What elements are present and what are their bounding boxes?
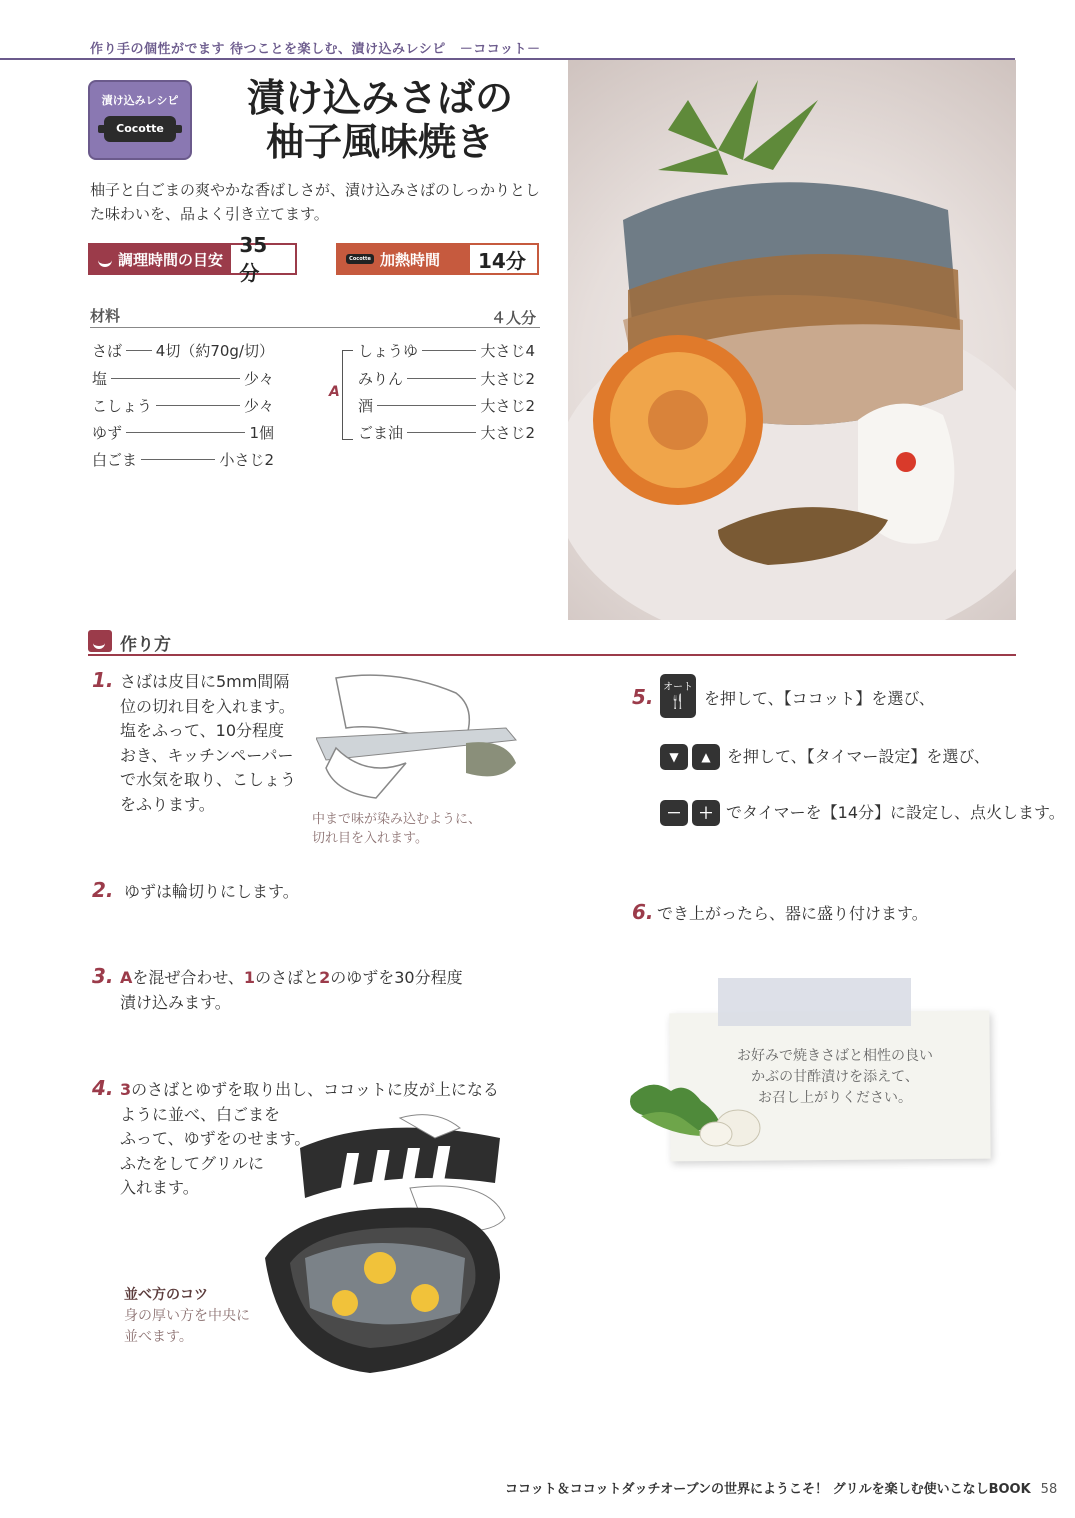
ingredient-row: こしょう 少々 (92, 396, 274, 415)
cook-time-label: Cocotte 加熱時間 (338, 245, 470, 273)
recipe-category-badge (88, 80, 192, 160)
plus-button-icon: ＋ (692, 800, 720, 826)
grilled-mackerel-illustration (568, 60, 1016, 620)
header-tagline: 作り手の個性がでます 待つことを楽しむ、漬け込みレシピ (90, 42, 446, 57)
dish-photo (568, 60, 1016, 620)
step-5-number: 5. (632, 685, 654, 709)
step-1-text: さばは皮目に5mm間隔 位の切れ目を入れます。 塩をふって、10分程度 おき、キッチンペーパー で水気を取り、こしょう をふります。 (120, 672, 297, 814)
step-1-caption: 中まで味が染み込むように、 切れ目を入れます。 (312, 812, 482, 846)
step-1-number: 1. (92, 668, 114, 692)
whisk-icon (98, 252, 112, 267)
whisk-bowl-icon (88, 630, 112, 652)
step-3-number: 3. (92, 964, 114, 988)
ingredient-row: 酒 大さじ2 (358, 396, 535, 415)
serving-note-text: お好みで焼きさばと相性の良い かぶの甘酢漬けを添えて、 お召し上がりください。 (737, 1048, 933, 1106)
tape-decoration (718, 978, 911, 1026)
ingredient-row: さば 4切（約70g/切） (92, 341, 274, 360)
page-footer (505, 1478, 1057, 1497)
step-5-line-2: を押して、【タイマー設定】を選び、 (727, 747, 990, 766)
cocotte-mini-icon: Cocotte (346, 254, 374, 264)
page-header (90, 38, 540, 57)
ingredient-row: しょうゆ 大さじ4 (358, 341, 535, 360)
title-line-1: 漬け込みさばの (246, 76, 513, 120)
ingredient-row: 白ごま 小さじ2 (92, 450, 274, 469)
page-number: 58 (1040, 1482, 1058, 1497)
auto-button-icon: オート 🍴 (660, 674, 696, 718)
step-5-line-3: でタイマーを【14分】に設定し、点火します。 (726, 803, 1065, 822)
ingredients-heading: 材料 (90, 307, 121, 325)
method-heading: 作り方 (120, 635, 171, 655)
prep-time-box (88, 232, 297, 285)
servings: ４人分 (490, 309, 536, 327)
step-2-number: 2. (92, 878, 114, 902)
badge-label: 漬け込みレシピ (101, 94, 179, 107)
cook-time-value: 14分 (470, 245, 534, 273)
ingredient-row: 塩 少々 (92, 369, 274, 388)
ingredient-group-label: A (329, 384, 340, 400)
ingredient-group-bracket (342, 350, 353, 440)
step-2-text: ゆずは輪切りにします。 (124, 882, 299, 901)
turnip-illustration (626, 1076, 766, 1156)
recipe-title (200, 76, 560, 164)
ingredient-row: みりん 大さじ2 (358, 369, 535, 388)
minus-button-icon: － (660, 800, 688, 826)
step-3-text: Aを混ぜ合わせ、1のさばと2のゆずを30分程度 漬け込みます。 (120, 968, 463, 1012)
step-4-text: 3のさばとゆずを取り出し、ココットに皮が上になる ように並べ、白ごまを ふって、ゆずをのせます。 ふたをしてグリルに 入れます。 (120, 1080, 499, 1197)
step-6-text: でき上がったら、器に盛り付けます。 (657, 904, 928, 923)
arrangement-tip-title: 並べ方のコツ (124, 1287, 208, 1303)
cocotte-pan-illustration (260, 1108, 510, 1380)
down-button-icon: ▼ (660, 744, 688, 770)
ingredient-row: ゆず 1個 (92, 423, 274, 442)
method-header (88, 630, 1016, 656)
ingredient-row: ごま油 大さじ2 (358, 423, 535, 442)
step-5-line-1: を押して、【ココット】を選び、 (704, 689, 935, 708)
cook-time-box (336, 243, 539, 275)
step-4-number: 4. (92, 1076, 114, 1100)
arrangement-tip: 身の厚い方を中央に 並べます。 (124, 1308, 250, 1345)
prep-time-value: 35分 (231, 245, 295, 273)
cocotte-pot-icon: Cocotte (104, 116, 176, 142)
ingredients-header (90, 305, 540, 328)
knife-cutting-illustration (316, 668, 520, 804)
footer-title: ココット＆ココットダッチオーブンの世界にようこそ！ グリルを楽しむ使いこなしBOOK (505, 1482, 1031, 1497)
header-section: －ココット－ (459, 42, 541, 57)
step-6-number: 6. (632, 900, 654, 924)
recipe-description: 柚子と白ごまの爽やかな香ばしさが、漬け込みさばのしっかりとした味わいを、品よく引き立てます。 (90, 181, 541, 223)
prep-time-label: 調理時間の目安 (90, 245, 231, 273)
up-button-icon: ▲ (692, 744, 720, 770)
title-line-2: 柚子風味焼き (265, 120, 494, 164)
